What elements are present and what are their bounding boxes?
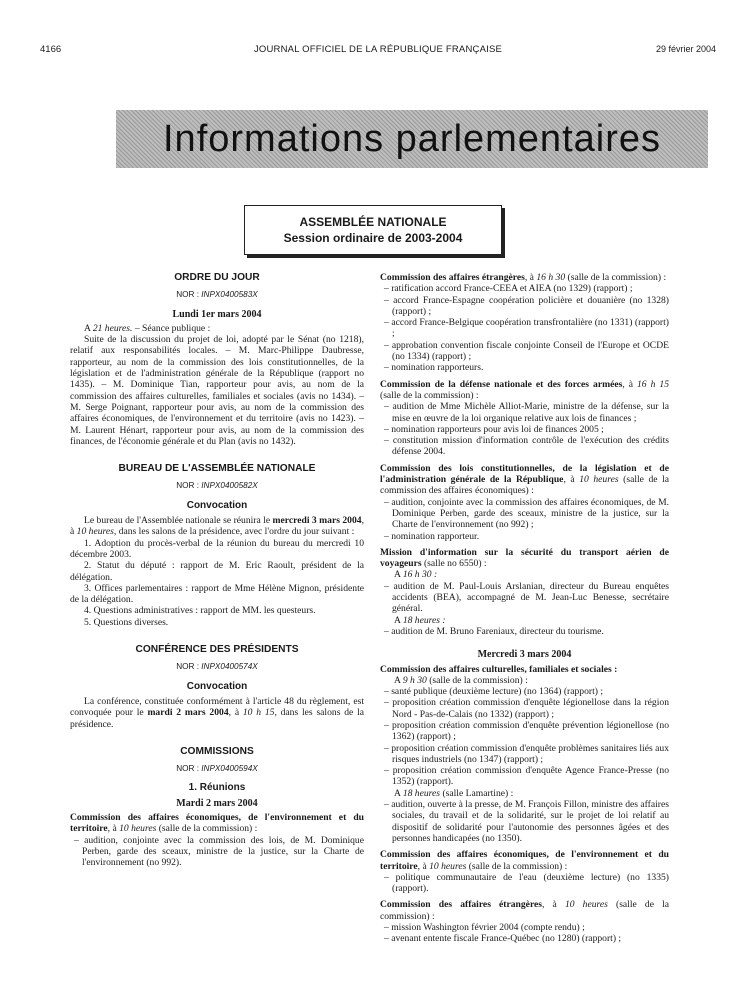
conference-heading: CONFÉRENCE DES PRÉSIDENTS bbox=[135, 644, 299, 656]
slot-time: A 9 h 30 (salle de la commission) : bbox=[394, 674, 528, 686]
conference-text: La conférence, constituée conformément à l'article 48 du règlement, est convoquée pour le mardi 2 mars 2004, à 10 h 15, dans les salons de la présidence. bbox=[70, 695, 364, 730]
commission-items bbox=[380, 799, 669, 844]
nor-reference: NOR : INPX0400594X bbox=[176, 764, 258, 774]
mission-heading: Mission d'information sur la sécurité du transport aérien de voyageurs (salle no 6550) : bbox=[380, 546, 669, 570]
list-item: – audition, ouverte à la presse, de M. François Fillon, ministre des affaires sociales, du travail et de la solidarité, sur le projet de loi relatif au dispositif de solidarité pour l'autonomie des personnes âgées et des personnes handicapées (no 1350). bbox=[380, 799, 669, 844]
list-item: – proposition création commission d'enquête légionellose dans la région Nord - Pas-de-Calais (no 1332) (rapport) ; bbox=[380, 697, 669, 720]
list-item: – avenant entente fiscale France-Québec (no 1280) (rapport) ; bbox=[380, 933, 669, 944]
slot-time: A 18 heures (salle Lamartine) : bbox=[394, 787, 514, 799]
banner-title: Informations parlementaires bbox=[163, 117, 661, 160]
convocation-heading: Convocation bbox=[186, 499, 248, 511]
page-number: 4166 bbox=[40, 44, 62, 55]
commission-heading: Commission des affaires étrangères, à 10 heures (salle de la commission) : bbox=[380, 899, 669, 922]
mission-slot-time: A 16 h 30 : bbox=[394, 569, 438, 581]
commission-heading: Commission des lois constitutionnelles, de la législation et de l'administration générale de la République, à 10 heures (salle de la commission des affaires économiques) : bbox=[380, 462, 669, 497]
commission-time: 16 h 15 bbox=[637, 378, 669, 390]
list-item: – accord France-Belgique coopération transfrontalière (no 1331) (rapport) ; bbox=[380, 317, 669, 340]
left-column bbox=[70, 272, 364, 868]
list-item: – audition, conjointe avec la commission des lois, de M. Dominique Perben, garde des sceaux, ministre de la justice, sur la Charte de l'environnement (no 992). bbox=[70, 835, 364, 869]
issue-date: 29 février 2004 bbox=[655, 44, 716, 54]
ordre-du-jour-heading: ORDRE DU JOUR bbox=[174, 272, 260, 283]
agenda-item: 5. Questions diverses. bbox=[84, 616, 169, 628]
commission-items bbox=[380, 872, 669, 895]
commission-heading: Commission des affaires économiques, de l'environnement et du territoire, à 10 heures (salle de la commission) : bbox=[380, 849, 669, 872]
session-name: Session ordinaire de 2003-2004 bbox=[283, 231, 463, 245]
nor-reference: NOR : INPX0400582X bbox=[176, 481, 258, 491]
list-item: – mission Washington février 2004 (compte rendu) ; bbox=[380, 922, 669, 933]
agenda-item: 4. Questions administratives : rapport de MM. les questeurs. bbox=[84, 605, 316, 617]
agenda-item: 3. Offices parlementaires : rapport de Mme Hélène Mignon, présidente de la délégation. bbox=[70, 582, 364, 606]
running-header bbox=[40, 44, 716, 58]
commission-heading: Commission de la défense nationale et des forces armées, à 16 h 15 (salle de la commission) : bbox=[380, 378, 669, 401]
commission-blocks bbox=[380, 272, 669, 547]
right-column bbox=[380, 272, 669, 945]
reunions-heading: 1. Réunions bbox=[188, 782, 246, 794]
commission-time: 10 heures bbox=[579, 474, 619, 486]
journal-title: JOURNAL OFFICIEL DE LA RÉPUBLIQUE FRANÇAISE bbox=[253, 44, 503, 55]
commission-name: Commission de la défense nationale et des forces armées bbox=[380, 378, 623, 390]
list-item: – audition de M. Bruno Fareniaux, directeur du tourisme. bbox=[380, 626, 669, 637]
bureau-agenda bbox=[70, 538, 364, 628]
day-heading: Mardi 2 mars 2004 bbox=[176, 797, 258, 809]
list-item: – audition de M. Paul-Louis Arslanian, directeur du Bureau enquêtes accidents (BEA), accompagné de M. Jean-Luc Benesse, secrétaire général. bbox=[380, 581, 669, 615]
commission-items bbox=[70, 835, 364, 869]
commissions-heading: COMMISSIONS bbox=[180, 745, 254, 757]
day-heading: Lundi 1er mars 2004 bbox=[172, 308, 262, 320]
list-item: – proposition création commission d'enquête prévention légionellose (no 1362) (rapport) ; bbox=[380, 720, 669, 743]
commission-items bbox=[380, 686, 669, 788]
list-item: – accord France-Espagne coopération policière et douanière (no 1328) (rapport) ; bbox=[380, 295, 669, 318]
commission-items bbox=[380, 922, 669, 945]
bureau-heading: BUREAU DE L'ASSEMBLÉE NATIONALE bbox=[118, 463, 316, 475]
assembly-name: ASSEMBLÉE NATIONALE bbox=[299, 215, 447, 229]
mission-slot-time: A 18 heures : bbox=[394, 614, 446, 626]
list-item: – nomination rapporteur. bbox=[380, 531, 669, 542]
list-item: – proposition création commission d'enquête Agence France-Presse (no 1352) (rapport). bbox=[380, 765, 669, 788]
nor-reference: NOR : INPX0400583X bbox=[176, 290, 258, 300]
commission-room: (salle de la commission des affaires économiques) : bbox=[380, 474, 669, 497]
commission-heading: Commission des affaires économiques, de l'environnement et du territoire, à 10 heures (salle de la commission) : bbox=[70, 811, 364, 835]
commission-heading: Commission des affaires étrangères, à 16 h 30 (salle de la commission) : bbox=[380, 272, 667, 283]
nor-reference: NOR : INPX0400574X bbox=[176, 662, 258, 672]
list-item: – nomination rapporteurs. bbox=[380, 362, 669, 373]
list-item: – proposition création commission d'enquête problèmes sanitaires liés aux risques industriels (no 1347) (rapport) ; bbox=[380, 743, 669, 766]
assembly-box bbox=[244, 205, 502, 255]
list-item: – audition de Mme Michèle Alliot-Marie, ministre de la défense, sur la mise en œuvre de la loi organique relative aux lois de finances ; bbox=[380, 401, 669, 424]
agenda-item: 2. Statut du député : rapport de M. Eric Raoult, président de la délégation. bbox=[70, 560, 364, 583]
list-item: – audition, conjointe avec la commission des affaires économiques, de M. Dominique Perben, garde des sceaux, ministre de la justice, sur la Charte de l'environnement (no 992) ; bbox=[380, 497, 669, 531]
list-item: – approbation convention fiscale conjointe Conseil de l'Europe et OCDE (no 1334) (rapport) ; bbox=[380, 340, 669, 363]
commission-name: Commission des lois constitutionnelles, de la législation et de l'administration générale de la République bbox=[380, 462, 669, 486]
list-item: – ratification accord France-CEEA et AIEA (no 1329) (rapport) ; bbox=[380, 283, 669, 294]
day-heading: Mercredi 3 mars 2004 bbox=[477, 649, 572, 661]
list-item: – nomination rapporteurs pour avis loi de finances 2005 ; bbox=[380, 424, 669, 435]
list-item: – santé publique (deuxième lecture) (no 1364) (rapport) ; bbox=[380, 686, 669, 697]
convocation-heading: Convocation bbox=[186, 680, 248, 692]
list-item: – constitution mission d'information contrôle de l'exécution des crédits défense 2004. bbox=[380, 435, 669, 458]
commission-room: (salle de la commission) : bbox=[567, 272, 667, 283]
agenda-item: 1. Adoption du procès-verbal de la réunion du bureau du mercredi 10 décembre 2003. bbox=[70, 537, 364, 560]
session-time: A 21 heures. – Séance publique : bbox=[84, 322, 211, 334]
commission-heading: Commission des affaires culturelles, familiales et sociales : bbox=[380, 663, 618, 675]
commission-time: 16 h 30 bbox=[536, 272, 566, 283]
list-item: – politique communautaire de l'eau (deuxième lecture) (no 1335) (rapport). bbox=[380, 872, 669, 895]
bureau-intro: Le bureau de l'Assemblée nationale se réunira le mercredi 3 mars 2004, à 10 heures, dans les salons de la présidence, avec l'ordre du jour suivant : bbox=[70, 515, 364, 538]
commission-room: (salle de la commission) : bbox=[380, 389, 479, 401]
ordre-text: Suite de la discussion du projet de loi, adopté par le Sénat (no 1218), relatif aux responsabilités locales. – M. Marc-Philippe Daubresse, rapporteur, au nom de la commission des lois constitutionnelles, de la législation et de l'administration générale de la République (rapport no 1435). – M. Dominique Tian, rapporteur pour avis, au nom de la commission des affaires culturelles, familiales et sociales (avis no 1434). – M. Serge Poignant, rapporteur pour avis, au nom de la commission des affaires économiques, de l'environnement et du territoire (avis no 1423). – M. Laurent Hénart, rapporteur pour avis, au nom de la commission des finances, de l'économie générale et du Plan (avis no 1432). bbox=[70, 334, 364, 447]
commission-name: Commission des affaires étrangères bbox=[380, 272, 525, 283]
section-banner bbox=[116, 110, 708, 168]
